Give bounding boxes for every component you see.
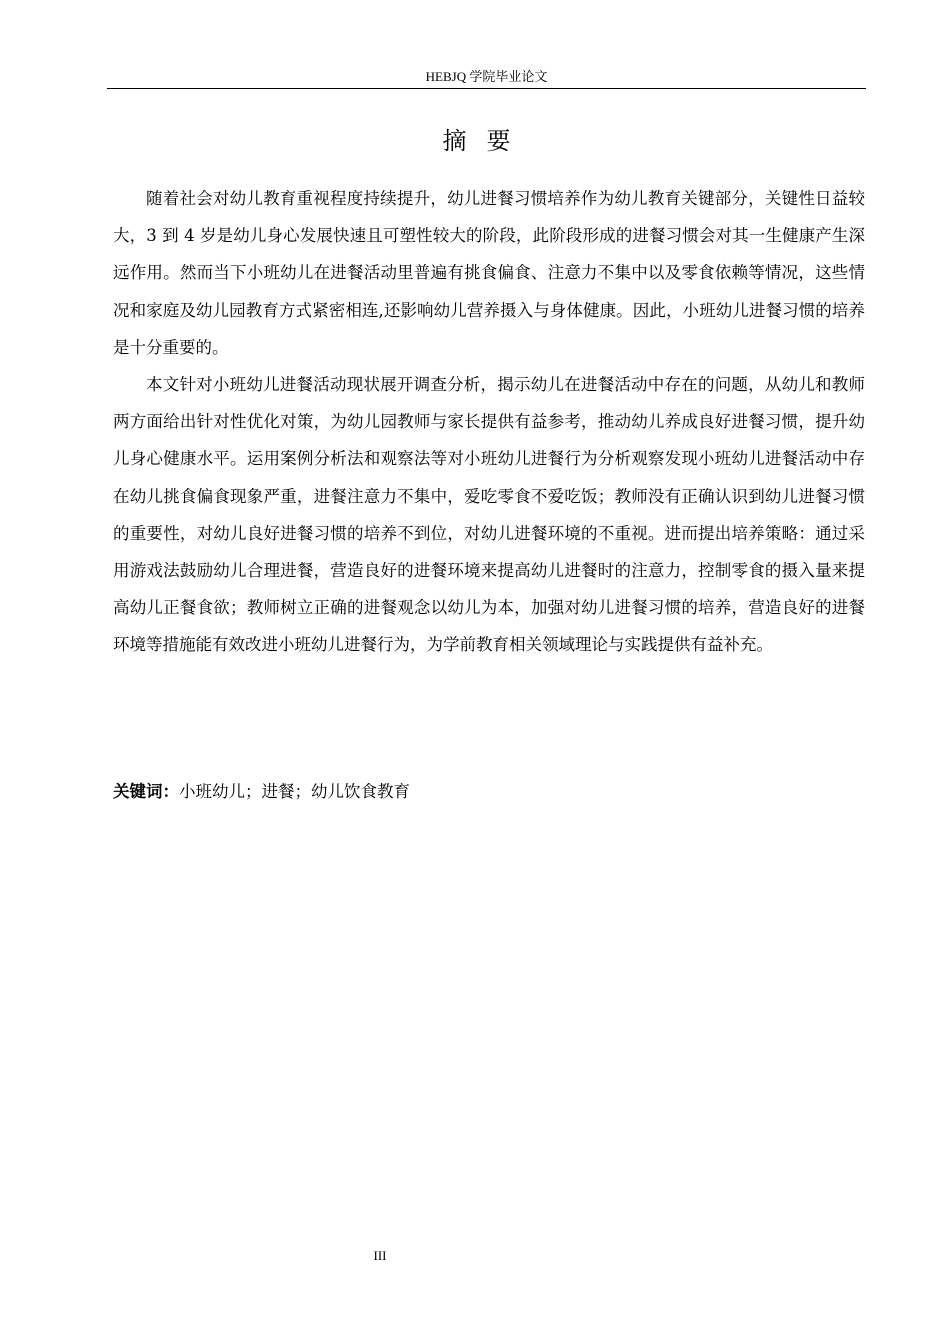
page-number: III xyxy=(373,1248,387,1263)
abstract-body xyxy=(113,180,865,664)
header-divider xyxy=(107,88,866,89)
abstract-paragraph-1: 随着社会对幼儿教育重视程度持续提升，幼儿进餐习惯培养作为幼儿教育关键部分，关键性日益较大，3 到 4 岁是幼儿身心发展快速且可塑性较大的阶段，此阶段形成的进餐习惯会对其一生健康产生深远作用。然而当下小班幼儿在进餐活动里普遍有挑食偏食、注意力不集中以及零食依赖等情况，这些情况和家庭及幼儿园教育方式紧密相连,还影响幼儿营养摄入与身体健康。因此，小班幼儿进餐习惯的培养是十分重要的。 xyxy=(113,189,865,357)
keywords-value: 小班幼儿；进餐；幼儿饮食教育 xyxy=(179,782,410,801)
running-header: HEBJQ 学院毕业论文 xyxy=(425,69,548,84)
abstract-title: 摘要 xyxy=(442,127,531,155)
keywords-label: 关键词： xyxy=(113,782,179,801)
abstract-paragraph-2: 本文针对小班幼儿进餐活动现状展开调查分析，揭示幼儿在进餐活动中存在的问题，从幼儿和教师两方面给出针对性优化对策，为幼儿园教师与家长提供有益参考，推动幼儿养成良好进餐习惯，提升幼儿身心健康水平。运用案例分析法和观察法等对小班幼儿进餐行为分析观察发现小班幼儿进餐活动中存在幼儿挑食偏食现象严重，进餐注意力不集中，爱吃零食不爱吃饭；教师没有正确认识到幼儿进餐习惯的重要性，对幼儿良好进餐习惯的培养不到位，对幼儿进餐环境的不重视。进而提出培养策略：通过采用游戏法鼓励幼儿合理进餐，营造良好的进餐环境来提高幼儿进餐时的注意力，控制零食的摄入量来提高幼儿正餐食欲；教师树立正确的进餐观念以幼儿为本，加强对幼儿进餐习惯的培养，营造良好的进餐环境等措施能有效改进小班幼儿进餐行为，为学前教育相关领域理论与实践提供有益补充。 xyxy=(113,375,865,655)
keywords-line xyxy=(113,776,865,808)
